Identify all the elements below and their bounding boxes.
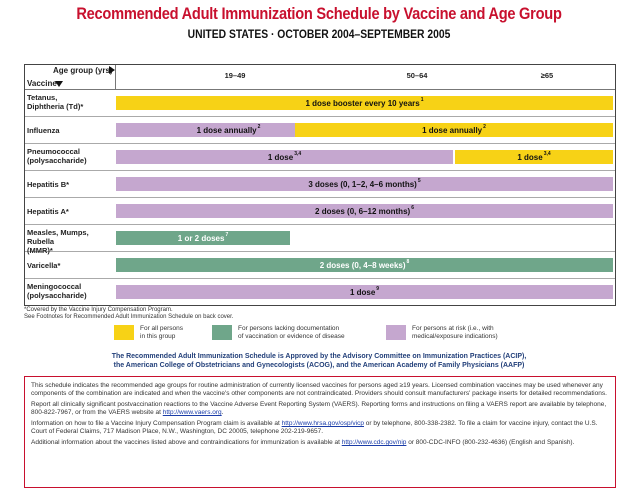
info-text: Additional information about the vaccines listed above and contraindications for immunization is available at <box>31 439 342 446</box>
legend-line2: in this group <box>140 333 176 340</box>
footnote-line1: *Covered by the Vaccine Injury Compensation Program. <box>24 307 173 313</box>
info-text: . <box>221 409 224 416</box>
vaccine-name: Hepatitis B* <box>27 180 70 189</box>
vaccine-label: Vaccine <box>27 79 57 88</box>
legend-line2: of vaccination or evidence of disease <box>238 333 345 340</box>
info-paragraph-vicp <box>31 420 609 436</box>
dose-bar <box>116 150 453 164</box>
info-text: or by telephone, 800-338-2382. To file a claim for vaccine injury, contact the U.S. Court of Federal Claims, 717 Madison Place, N.W., Washington, DC 20005, telephone 202-219-9657. <box>31 420 598 435</box>
age-column-50-64: 50–64 <box>406 71 428 80</box>
footnote-ref: 3,4 <box>543 151 551 157</box>
approval-line1: The Recommended Adult Immunization Schedule is Approved by the Advisory Committee on Immunization Practices (ACIP), <box>111 353 527 360</box>
legend-text <box>238 325 378 341</box>
vaers-link[interactable]: http://www.vaers.org <box>162 409 222 416</box>
vaccine-name-line2: (polysaccharide) <box>27 156 87 165</box>
footnote-line2: See Footnotes for Recommended Adult Immunization Schedule on back cover. <box>24 314 234 320</box>
dose-bar <box>116 285 613 299</box>
footnote-ref: 5 <box>417 178 421 184</box>
cdc-nip-link[interactable]: http://www.cdc.gov/nip <box>341 439 407 446</box>
vaccine-name <box>27 282 115 300</box>
dose-bar-label: 1 dose annually <box>196 125 257 135</box>
info-text: or 800-CDC-INFO (800-232-4636) (English and Spanish). <box>406 439 575 446</box>
legend-line1: For persons at risk (i.e., with <box>412 325 494 332</box>
vaccine-name: Varicella* <box>27 261 61 270</box>
legend-text <box>412 325 552 341</box>
footnote-ref: 7 <box>225 232 229 238</box>
legend-line2: medical/exposure indications) <box>412 333 498 340</box>
table-footnotes <box>24 307 233 321</box>
footnote-ref: 9 <box>376 286 380 292</box>
footnote-ref: 2 <box>483 124 486 130</box>
vaccine-name: Hepatitis A* <box>27 207 69 216</box>
page-subtitle: UNITED STATES · OCTOBER 2004–SEPTEMBER 2005 <box>187 27 451 41</box>
age-column-65-plus: ≥65 <box>540 71 554 80</box>
row-varicella <box>25 252 615 279</box>
page-title: Recommended Adult Immunization Schedule by Vaccine and Age Group <box>76 4 562 23</box>
dose-bar-label: 2 doses (0, 6–12 months) <box>315 206 411 216</box>
dose-bar <box>295 123 613 137</box>
footnote-ref: 6 <box>411 205 414 211</box>
vaccine-name <box>27 93 115 111</box>
legend-lacking-documentation <box>212 325 378 341</box>
dose-bar-label: 1 dose <box>349 287 376 297</box>
footnote-ref: 8 <box>406 259 410 265</box>
info-text: Information on how to file a Vaccine Injury Compensation Program claim is available at <box>31 420 282 427</box>
row-hepatitis-b <box>25 171 615 198</box>
dose-bar-label: 3 doses (0, 1–2, 4–6 months) <box>308 179 417 189</box>
legend-swatch <box>212 325 232 340</box>
info-box <box>24 376 616 488</box>
approval-statement <box>0 352 638 370</box>
vaccine-name <box>27 228 115 255</box>
info-paragraph-cdc <box>31 439 609 447</box>
vaccine-name-line2: (MMR)* <box>27 246 53 255</box>
legend-line1: For persons lacking documentation <box>238 325 340 332</box>
vaccine-name-line1: Measles, Mumps, Rubella <box>27 228 89 246</box>
legend-swatch <box>114 325 134 340</box>
legend-at-risk <box>386 325 552 341</box>
dose-bar-label: 1 dose <box>267 152 294 162</box>
info-paragraph-vaers <box>31 401 609 417</box>
legend-line1: For all persons <box>140 325 183 332</box>
dose-bar-label: 1 dose <box>517 152 543 162</box>
age-group-label: Age group (yrs) <box>53 66 113 75</box>
row-influenza <box>25 117 615 144</box>
vaccine-name-line1: Tetanus, <box>27 93 58 102</box>
row-mmr <box>25 225 615 255</box>
table-header <box>25 65 615 90</box>
footnote-ref: 3,4 <box>294 151 302 157</box>
arrow-down-icon <box>55 81 63 87</box>
footnote-ref: 2 <box>257 124 261 130</box>
dose-bar-label: 1 dose annually <box>422 125 483 135</box>
schedule-table <box>24 64 616 306</box>
vicp-link[interactable]: http://www.hrsa.gov/osp/vicp <box>281 420 364 427</box>
vaccine-name-line1: Pneumococcal <box>27 147 80 156</box>
dose-bar <box>116 96 613 110</box>
vaccine-name-line2: (polysaccharide) <box>27 291 87 300</box>
row-hepatitis-a <box>25 198 615 225</box>
dose-bar <box>116 258 613 272</box>
info-text: Report all clinically significant postvaccination reactions to the Vaccine Adverse Event Reporting System (VAERS). Reporting forms and instructions on filing a VAERS report are available by telephone, 800-822-7967, or from the VAERS website at <box>31 401 607 416</box>
row-meningococcal <box>25 279 615 306</box>
age-column-19-49: 19–49 <box>224 71 246 80</box>
vaccine-name-line2: Diphtheria (Td)* <box>27 102 84 111</box>
info-paragraph: This schedule indicates the recommended age groups for routine administration of currently licensed vaccines for persons aged ≥19 years. Licensed combination vaccines may be used whenever any components of the combination are indicated and when the vaccine's other components are not contraindicated. Providers should consult manufacturers' package inserts for detailed recommendations. <box>31 382 607 397</box>
dose-bar <box>116 231 290 245</box>
row-tetanus-diphtheria <box>25 90 615 117</box>
dose-bar-label: 1 or 2 doses <box>177 233 225 243</box>
dose-bar <box>116 204 613 218</box>
row-pneumococcal <box>25 144 615 171</box>
dose-bar <box>455 150 613 164</box>
vaccine-name-line1: Meningococcal <box>27 282 82 291</box>
dose-bar-label: 2 doses (0, 4–8 weeks) <box>319 260 406 270</box>
footnote-ref: 1 <box>420 97 424 103</box>
legend-swatch <box>386 325 406 340</box>
vaccine-name: Influenza <box>27 126 60 135</box>
dose-bar-label: 1 dose booster every 10 years <box>305 98 420 108</box>
approval-line2: the American College of Obstetricians and Gynecologists (ACOG), and the American Academy of Family Physicians (AAFP) <box>113 362 525 369</box>
dose-bar <box>116 177 613 191</box>
vaccine-name <box>27 147 115 165</box>
